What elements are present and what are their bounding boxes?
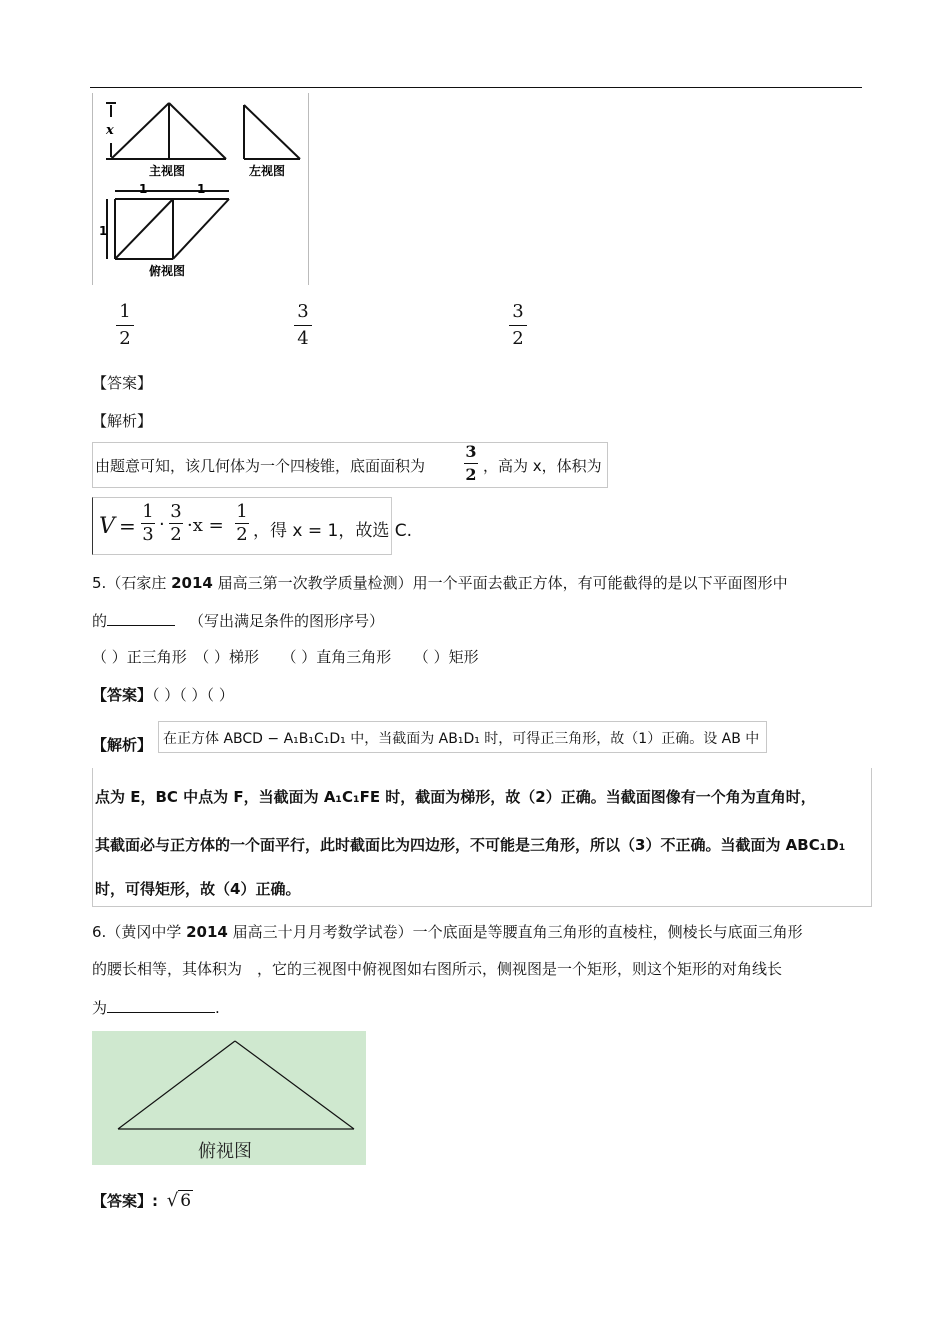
q5-line2-pre: 的 bbox=[92, 612, 108, 630]
q5-analysis-image-1 bbox=[158, 721, 767, 753]
q6-line3-post: . bbox=[215, 999, 220, 1017]
q6-answer bbox=[92, 1190, 193, 1212]
left-view-label: 左视图 bbox=[249, 164, 286, 178]
q4-analysis-label: 【解析】 bbox=[92, 412, 153, 430]
q5-source-pre: （石家庄 bbox=[106, 574, 172, 592]
option-num: 1 bbox=[119, 301, 131, 322]
option-num: 3 bbox=[297, 301, 309, 322]
header-rule bbox=[90, 87, 862, 88]
q6-source-post: 届高三十月月考数学试卷）一个底面是等腰直角三角形的直棱柱，侧棱长与底面三角形 bbox=[227, 923, 803, 941]
vol-frac-1: 1 3 bbox=[142, 501, 154, 545]
vol-frac-2: 3 2 bbox=[170, 501, 182, 545]
front-view-label: 主视图 bbox=[149, 164, 186, 178]
x-label: x bbox=[106, 123, 114, 138]
option-den: 4 bbox=[297, 328, 309, 349]
vol-x: ·x = bbox=[187, 515, 224, 536]
q4-analysis-text-post: ，高为 x，体积为 bbox=[483, 457, 602, 475]
q5-line2-post: （写出满足条件的图形序号） bbox=[189, 612, 385, 630]
vol-frac-3: 1 2 bbox=[236, 501, 248, 545]
q6-year: 2014 bbox=[186, 923, 228, 941]
q5-analysis-line4: 时，可得矩形，故（4）正确。 bbox=[95, 880, 301, 898]
top-view-caption: 俯视图 bbox=[198, 1141, 252, 1162]
dim-label-b: 1 bbox=[197, 182, 206, 196]
q5-year: 2014 bbox=[171, 574, 213, 592]
q5-analysis-label: 【解析】 bbox=[92, 736, 153, 754]
q6-question-line3 bbox=[92, 996, 220, 1019]
vol-result: ，得 x = 1，故选 C. bbox=[253, 521, 413, 541]
q5-question-line2 bbox=[92, 609, 384, 632]
q6-number: 6. bbox=[92, 923, 107, 941]
option-fraction-1 bbox=[110, 301, 140, 350]
top-view-figure bbox=[92, 1031, 366, 1165]
dim-label-a: 1 bbox=[139, 182, 148, 196]
vol-v: V bbox=[99, 514, 115, 539]
top-view-triangle bbox=[92, 1031, 366, 1165]
top-view-label: 俯视图 bbox=[149, 264, 186, 278]
sqrt-expression bbox=[167, 1190, 193, 1212]
q5-answer-label: 【答案】 bbox=[92, 686, 153, 704]
option-den: 2 bbox=[119, 328, 131, 349]
q4-analysis-text-pre: 由题意可知，该几何体为一个四棱锥，底面面积为 bbox=[95, 457, 426, 475]
q4-analysis-fraction: 3 2 bbox=[465, 442, 477, 484]
q5-answer-value: （ ）（ ）（ ） bbox=[152, 686, 234, 704]
three-view-drawing bbox=[93, 93, 308, 285]
q5-number: 5. bbox=[92, 574, 107, 592]
q5-answer bbox=[92, 684, 234, 706]
q4-answer-label: 【答案】 bbox=[92, 374, 153, 392]
q5-answer-blank bbox=[107, 609, 175, 626]
q5-choices: （ ）正三角形 （ ）梯形 （ ）直角三角形 （ ）矩形 bbox=[92, 648, 479, 666]
q6-line3-pre: 为 bbox=[92, 999, 108, 1017]
q6-answer-blank bbox=[107, 996, 215, 1013]
q5-source-post: 届高三第一次教学质量检测）用一个平面去截正方体，有可能截得的是以下平面图形中 bbox=[212, 574, 788, 592]
sqrt-radicand: 6 bbox=[180, 1191, 192, 1211]
q5-analysis-line1: 在正方体 ABCD − A₁B₁C₁D₁ 中，当截面为 AB₁D₁ 时，可得正三角形，故（1）正确。设 AB 中 bbox=[163, 731, 760, 747]
three-view-figure bbox=[92, 93, 309, 285]
q5-analysis-line2: 点为 E，BC 中点为 F，当截面为 A₁C₁FE 时，截面为梯形，故（2）正确。当截面图像有一个角为直角时， bbox=[95, 788, 816, 806]
option-fraction-3 bbox=[503, 301, 533, 350]
sqrt-icon: √ bbox=[166, 1190, 179, 1211]
dim-label-c: 1 bbox=[99, 224, 108, 238]
vol-eq: = bbox=[119, 514, 136, 538]
q6-question-line2: 的腰长相等，其体积为 ，它的三视图中俯视图如右图所示，侧视图是一个矩形，则这个矩形的对角线长 bbox=[92, 960, 783, 978]
option-num: 3 bbox=[512, 301, 524, 322]
option-den: 2 bbox=[512, 328, 524, 349]
option-fraction-2 bbox=[288, 301, 318, 350]
q6-answer-label: 【答案】: bbox=[92, 1192, 158, 1210]
q4-analysis-image-line1 bbox=[92, 442, 608, 488]
q6-question-line1 bbox=[92, 921, 803, 943]
q5-question-line1 bbox=[92, 572, 788, 594]
q4-volume-formula: V = 1 3 · 3 2 ·x = 1 2 ，得 x = 1，故选 C. bbox=[92, 497, 392, 555]
q5-analysis-line3: 其截面必与正方体的一个面平行，此时截面比为四边形，不可能是三角形，所以（3）不正确。当截面为 ABC₁D₁ bbox=[95, 836, 846, 854]
q6-source-pre: （黄冈中学 bbox=[106, 923, 187, 941]
q5-analysis-image-2 bbox=[92, 768, 872, 907]
